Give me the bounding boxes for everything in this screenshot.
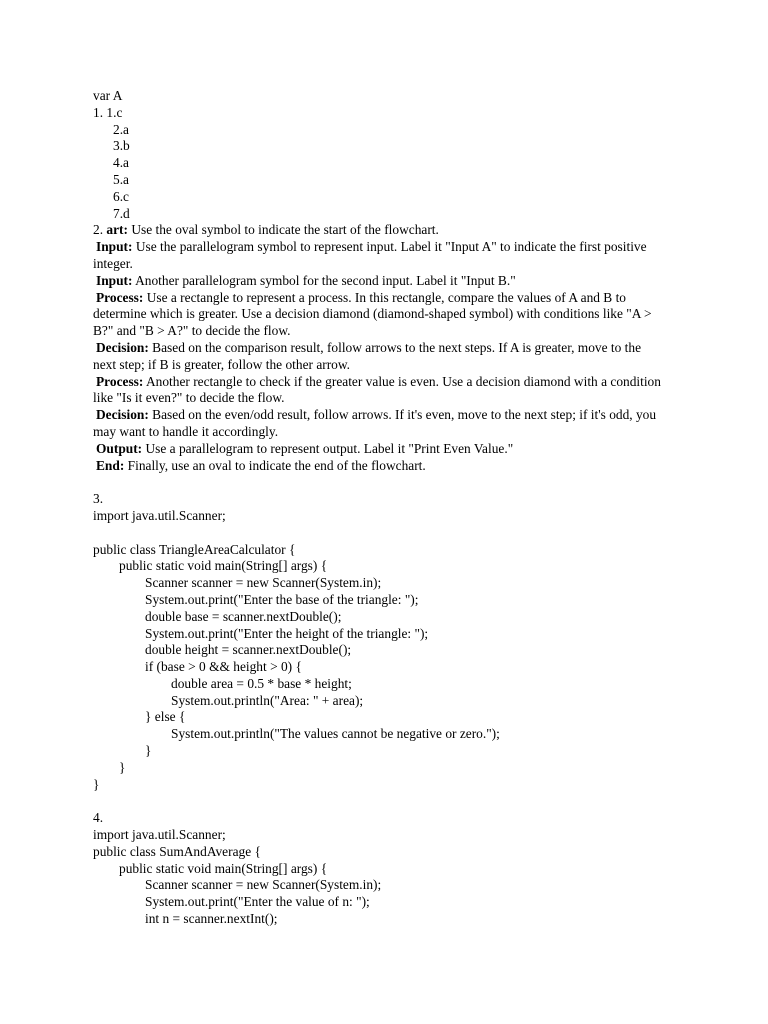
step-text: Use the parallelogram symbol to represent input. Label it "Input A" to indicate the first positive integer. [93, 239, 647, 271]
section-1-number: 1. [93, 104, 104, 120]
code-line: double area = 0.5 * base * height; [171, 675, 352, 691]
step-text: Based on the even/odd result, follow arrows. If it's even, move to the next step; if it's odd, you may want to handle it accordingly. [93, 407, 657, 439]
code-line: System.out.print("Enter the base of the triangle: "); [145, 591, 419, 607]
answer-item: 1.c [106, 104, 123, 120]
step-label: Decision: [96, 339, 149, 355]
answer-item: 4.a [113, 155, 129, 171]
flowchart-step [93, 374, 663, 408]
code-line: Scanner scanner = new Scanner(System.in); [145, 575, 382, 591]
code-line: import java.util.Scanner; [93, 507, 226, 523]
step-text: Based on the comparison result, follow arrows to the next steps. If A is greater, move to the next step; if B is greater, follow the other arrow. [93, 339, 642, 372]
code-line: if (base > 0 && height > 0) { [145, 659, 302, 675]
answer-item: 2.a [113, 121, 129, 137]
flowchart-step [93, 458, 663, 475]
code-line: double height = scanner.nextDouble(); [145, 642, 352, 658]
answer-item: 3.b [113, 138, 130, 154]
code-line: public static void main(String[] args) { [119, 860, 328, 876]
step-text: Another parallelogram symbol for the second input. Label it "Input B." [135, 272, 516, 288]
step-text: Use a parallelogram to represent output. Label it "Print Even Value." [145, 440, 514, 456]
spacer [93, 793, 663, 810]
step-text: Finally, use an oval to indicate the end of the flowchart. [127, 457, 426, 473]
step-text: Another rectangle to check if the greater value is even. Use a decision diamond with a condition like "Is it even?" to decide the flow. [93, 373, 661, 406]
document-body [93, 88, 663, 928]
flowchart-step [93, 340, 663, 374]
section-4-number: 4. [93, 810, 104, 826]
code-line: } [145, 743, 152, 759]
code-line: } [93, 776, 100, 792]
code-line: double base = scanner.nextDouble(); [145, 608, 342, 624]
code-line: public static void main(String[] args) { [119, 558, 328, 574]
step-label: End: [96, 457, 125, 473]
code-line: public class TriangleAreaCalculator { [93, 541, 296, 557]
answer-item: 6.c [113, 188, 129, 204]
code-line: Scanner scanner = new Scanner(System.in); [145, 877, 382, 893]
step-label: Input: [96, 239, 133, 255]
code-line: public class SumAndAverage { [93, 843, 261, 859]
answer-item: 5.a [113, 171, 129, 187]
code-line: int n = scanner.nextInt(); [145, 911, 278, 927]
code-line: } [119, 759, 126, 775]
section-3-number: 3. [93, 491, 104, 507]
step-label: art: [106, 222, 128, 238]
code-line [93, 525, 663, 542]
flowchart-step [93, 273, 663, 290]
step-text: Use a rectangle to represent a process. In this rectangle, compare the values of A and B to determine which is greater. Use a decision diamond (diamond-shaped symbol) with conditions like "A > B?" and "B > A?" to decide the flow. [93, 289, 652, 339]
flowchart-step [93, 407, 663, 441]
step-label: Input: [96, 272, 133, 288]
flowchart-step [93, 222, 663, 239]
answer-item: 7.d [113, 205, 130, 221]
step-label: Decision: [96, 407, 149, 423]
header-line: var A [93, 88, 123, 103]
code-line: System.out.println("Area: " + area); [171, 692, 364, 708]
flowchart-step [93, 441, 663, 458]
section-2-number: 2. [93, 222, 104, 238]
step-label: Output: [96, 440, 143, 456]
flowchart-step [93, 290, 663, 340]
spacer [93, 474, 663, 491]
flowchart-step [93, 239, 663, 273]
step-label: Process: [96, 289, 144, 305]
code-line: System.out.print("Enter the value of n: "); [145, 894, 370, 910]
step-label: Process: [96, 373, 144, 389]
code-line: } else { [145, 709, 186, 725]
step-text: Use the oval symbol to indicate the start of the flowchart. [131, 222, 439, 238]
code-line: import java.util.Scanner; [93, 827, 226, 843]
code-line: System.out.println("The values cannot be negative or zero."); [171, 726, 500, 742]
answers-first-line [93, 105, 663, 122]
code-line: System.out.print("Enter the height of the triangle: "); [145, 625, 429, 641]
